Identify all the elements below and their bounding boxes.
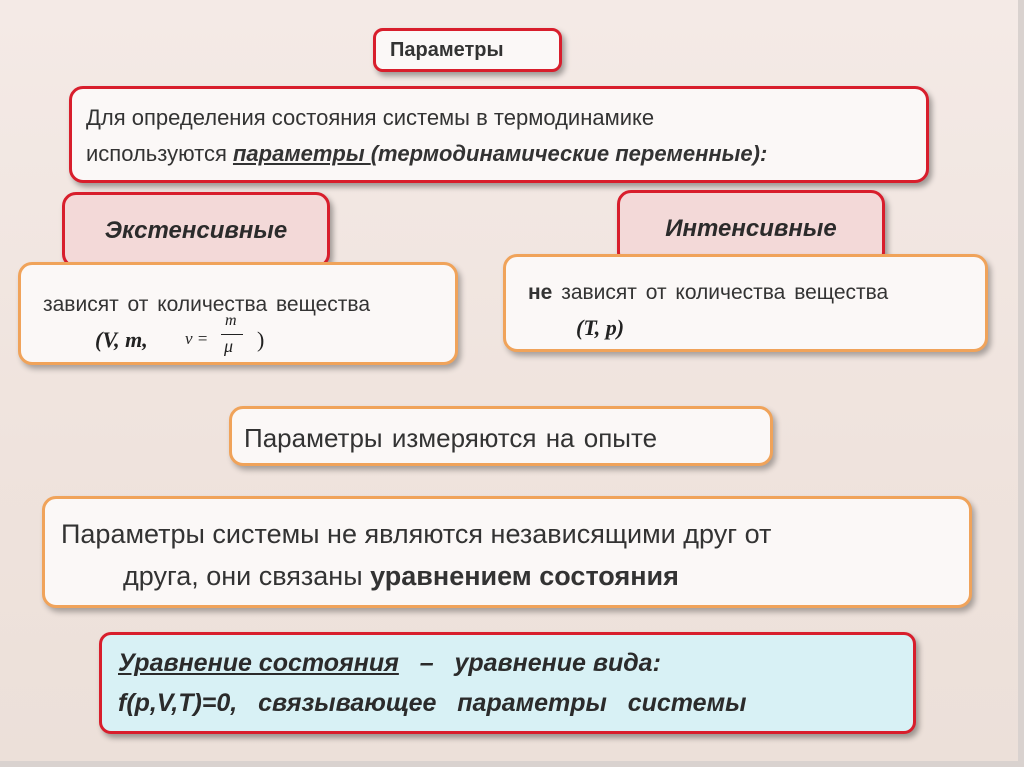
extensive-description: зависят от количества вещества (43, 293, 371, 316)
relation-line-1: Параметры системы не являются независящими друг от (61, 519, 772, 549)
equation-box (99, 632, 916, 734)
intensive-description: зависят от количества вещества (552, 281, 889, 304)
intensive-heading: Интенсивные (665, 215, 837, 242)
title-box (373, 28, 562, 72)
extensive-heading-box (62, 192, 330, 268)
extensive-heading: Экстенсивные (104, 217, 288, 244)
relation-line-2 (123, 561, 679, 592)
intro-suffix: (термодинамические переменные): (370, 141, 768, 166)
measured-text: Параметры измеряются на опыте (244, 423, 658, 453)
intro-line-2 (86, 141, 767, 167)
relation-box (42, 496, 972, 608)
intensive-formula: (T, p) (576, 315, 625, 340)
extensive-close-paren: ) (257, 327, 265, 352)
intro-term: параметры (232, 141, 371, 166)
fraction-denominator: μ (224, 336, 234, 356)
intensive-body-box (503, 254, 988, 352)
relation-prefix: друга, они связаны (123, 561, 371, 591)
intro-line-1: Для определения состояния системы в термодинамике (86, 105, 655, 130)
intensive-description-line (528, 281, 888, 305)
fraction-numerator: m (225, 312, 237, 329)
extensive-formula: (V, m, (95, 327, 148, 352)
extensive-body-box (18, 262, 458, 365)
page-title: Параметры (390, 39, 504, 61)
extensive-nu-eq: ν = (185, 329, 209, 348)
relation-bold: уравнением состояния (370, 561, 679, 591)
intro-prefix: используются (86, 141, 233, 166)
intensive-neg: не (528, 281, 553, 304)
intro-box (69, 86, 929, 183)
equation-term: Уравнение состояния (118, 649, 399, 677)
equation-line-1-rest: – уравнение вида: (398, 649, 661, 677)
measured-box (229, 406, 773, 466)
equation-line-2: f(p,V,T)=0, связывающее параметры системы (118, 689, 747, 717)
fraction-bar (221, 334, 243, 335)
equation-line-1 (118, 649, 661, 678)
